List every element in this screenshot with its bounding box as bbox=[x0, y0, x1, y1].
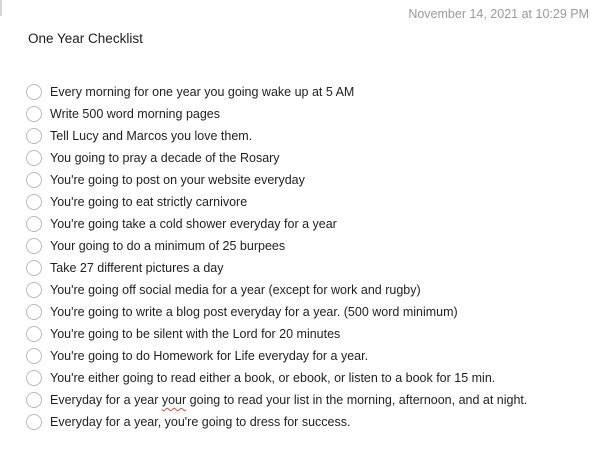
checklist-item bbox=[24, 169, 527, 191]
checklist-item-text[interactable]: You're going to post on your website everyday bbox=[50, 173, 305, 187]
text-segment: Everyday for a year bbox=[50, 393, 162, 407]
checkbox[interactable] bbox=[26, 348, 42, 364]
checkbox[interactable] bbox=[26, 194, 42, 210]
checklist-item-text[interactable]: Tell Lucy and Marcos you love them. bbox=[50, 129, 253, 143]
checklist-item bbox=[24, 147, 527, 169]
checkbox[interactable] bbox=[26, 370, 42, 386]
checkbox[interactable] bbox=[26, 150, 42, 166]
checkbox[interactable] bbox=[26, 304, 42, 320]
checklist-item bbox=[24, 191, 527, 213]
checklist-item-text[interactable]: You're going to eat strictly carnivore bbox=[50, 195, 248, 209]
checkbox[interactable] bbox=[26, 326, 42, 342]
checkbox[interactable] bbox=[26, 172, 42, 188]
checklist-item-text[interactable]: You're going to do Homework for Life everyday for a year. bbox=[50, 349, 369, 363]
checklist-item bbox=[24, 345, 527, 367]
checklist-item bbox=[24, 81, 527, 103]
misspelled-word: your bbox=[161, 393, 187, 407]
checklist bbox=[24, 81, 527, 433]
checkbox[interactable] bbox=[26, 106, 42, 122]
checklist-item-text[interactable]: Your going to do a minimum of 25 burpees bbox=[50, 239, 286, 253]
checkbox[interactable] bbox=[26, 260, 42, 276]
checkbox[interactable] bbox=[26, 282, 42, 298]
checklist-item bbox=[24, 213, 527, 235]
checkbox[interactable] bbox=[26, 128, 42, 144]
checklist-item-text[interactable]: You're going off social media for a year (except for work and rugby) bbox=[50, 283, 421, 297]
checklist-item bbox=[24, 257, 527, 279]
checklist-item bbox=[24, 411, 527, 433]
window-edge bbox=[0, 0, 2, 16]
checklist-item bbox=[24, 279, 527, 301]
checklist-item-text[interactable]: You're going take a cold shower everyday for a year bbox=[50, 217, 337, 231]
checklist-item-text[interactable]: Take 27 different pictures a day bbox=[50, 261, 224, 275]
checklist-item bbox=[24, 367, 527, 389]
text-segment: going to read your list in the morning, afternoon, and at night. bbox=[186, 393, 528, 407]
checklist-item-text[interactable]: You're going to be silent with the Lord for 20 minutes bbox=[50, 327, 341, 341]
checklist-item-text[interactable]: You're either going to read either a book, or ebook, or listen to a book for 15 min. bbox=[50, 371, 496, 385]
checkbox[interactable] bbox=[26, 216, 42, 232]
checklist-item bbox=[24, 323, 527, 345]
checklist-item-text[interactable]: You're going to write a blog post everyday for a year. (500 word minimum) bbox=[50, 305, 458, 319]
checkbox[interactable] bbox=[26, 392, 42, 408]
checklist-item-text[interactable]: You going to pray a decade of the Rosary bbox=[50, 151, 280, 165]
checkbox[interactable] bbox=[26, 414, 42, 430]
checklist-item-text[interactable]: Every morning for one year you going wake up at 5 AM bbox=[50, 85, 355, 99]
checkbox[interactable] bbox=[26, 84, 42, 100]
note-title[interactable]: One Year Checklist bbox=[28, 31, 143, 46]
checklist-item-text[interactable]: Write 500 word morning pages bbox=[50, 107, 220, 121]
checklist-item bbox=[24, 389, 527, 411]
checklist-item bbox=[24, 235, 527, 257]
checkbox[interactable] bbox=[26, 238, 42, 254]
note-timestamp: November 14, 2021 at 10:29 PM bbox=[408, 7, 589, 21]
checklist-item-text[interactable]: Everyday for a year, you're going to dress for success. bbox=[50, 415, 351, 429]
checklist-item bbox=[24, 103, 527, 125]
checklist-item bbox=[24, 301, 527, 323]
checklist-item-text[interactable] bbox=[50, 393, 527, 407]
checklist-item bbox=[24, 125, 527, 147]
